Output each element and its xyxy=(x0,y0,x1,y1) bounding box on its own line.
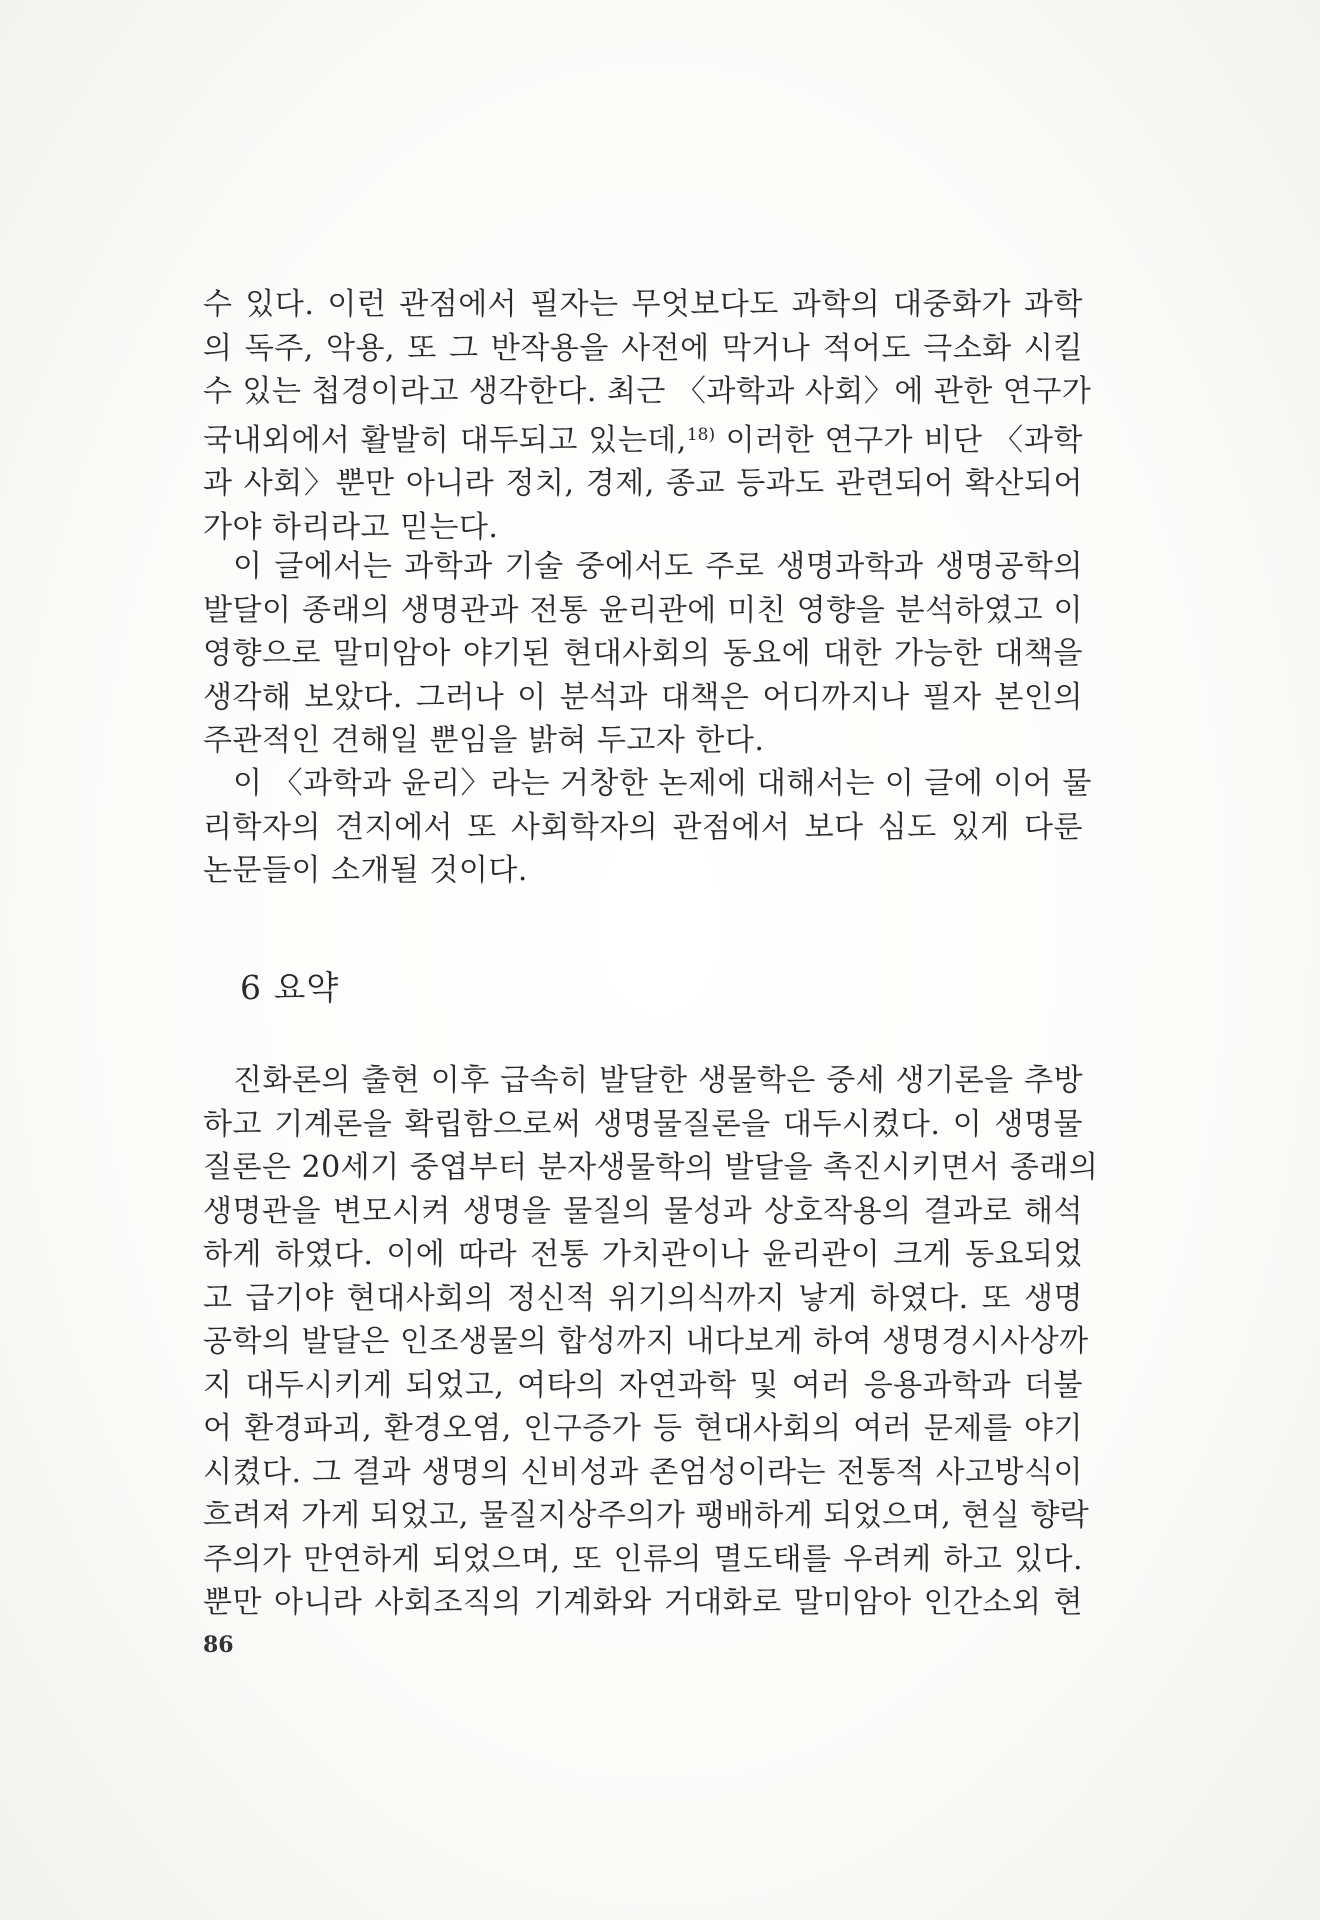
text-line: 공학의 발달은 인조생물의 합성까지 내다보게 하여 생명경시사상까 xyxy=(203,1324,1089,1359)
text-line: 영향으로 말미암아 야기된 현대사회의 동요에 대한 가능한 대책을 xyxy=(203,636,1083,671)
text-line: 고 급기야 현대사회의 정신적 위기의식까지 낳게 하였다. 또 생명 xyxy=(203,1280,1083,1316)
text-line-with-footnote xyxy=(203,414,1083,463)
text-line: 주관적인 견해일 뿐임을 밝혀 두고자 한다. xyxy=(203,723,765,758)
text-line: 이 글에서는 과학과 기술 중에서도 주로 생명과학과 생명공학의 xyxy=(233,549,1083,584)
text-line: 생각해 보았다. 그러나 이 분석과 대책은 어디까지나 필자 본인의 xyxy=(203,679,1083,715)
text-line: 발달이 종래의 생명관과 전통 윤리관에 미친 영향을 분석하였고 이 xyxy=(203,592,1083,628)
text-line: 어 환경파괴, 환경오염, 인구증가 등 현대사회의 여러 문제를 야기 xyxy=(203,1411,1083,1446)
text-fragment: 이러한 연구가 비단 〈과학 xyxy=(725,422,1083,458)
text-line: 하고 기계론을 확립함으로써 생명물질론을 대두시켰다. 이 생명물 xyxy=(203,1106,1083,1142)
text-line: 흐려져 가게 되었고, 물질지상주의가 팽배하게 되었으며, 현실 향락 xyxy=(203,1498,1090,1533)
footnote-marker: 18) xyxy=(686,424,716,445)
text-line: 의 독주, 악용, 또 그 반작용을 사전에 막거나 적어도 극소화 시킬 xyxy=(203,330,1083,366)
text-line: 시켰다. 그 결과 생명의 신비성과 존엄성이라는 전통적 사고방식이 xyxy=(203,1454,1083,1490)
text-line: 진화론의 출현 이후 급속히 발달한 생물학은 중세 생기론을 추방 xyxy=(233,1063,1083,1098)
paragraph-summary xyxy=(203,1059,1099,1625)
text-line: 생명관을 변모시켜 생명을 물질의 물성과 상호작용의 결과로 해석 xyxy=(203,1193,1083,1229)
text-line: 이 〈과학과 윤리〉라는 거창한 논제에 대해서는 이 글에 이어 물 xyxy=(233,766,1092,801)
text-fragment: 국내외에서 활발히 대두되고 있는데, xyxy=(203,422,687,458)
text-line: 뿐만 아니라 사회조직의 기계화와 거대화로 말미암아 인간소외 현 xyxy=(203,1585,1083,1620)
text-line: 과 사회〉뿐만 아니라 정치, 경제, 종교 등과도 관련되어 확산되어 xyxy=(203,466,1083,501)
text-line: 논문들이 소개될 것이다. xyxy=(203,853,528,888)
text-line: 하게 하였다. 이에 따라 전통 가치관이나 윤리관이 크게 동요되었 xyxy=(203,1237,1083,1272)
text-line: 지 대두시키게 되었고, 여타의 자연과학 및 여러 응용과학과 더불 xyxy=(203,1367,1083,1403)
text-line: 주의가 만연하게 되었으며, 또 인류의 멸도태를 우려케 하고 있다. xyxy=(203,1541,1083,1577)
section-heading: 6 요약 xyxy=(240,968,340,1007)
text-line: 수 있다. 이런 관점에서 필자는 무엇보다도 과학의 대중화가 과학 xyxy=(203,287,1083,322)
paragraph-outlook xyxy=(203,762,1092,893)
text-line: 수 있는 첩경이라고 생각한다. 최근 〈과학과 사회〉에 관한 연구가 xyxy=(203,374,1092,409)
paragraph-continuation xyxy=(203,283,1092,549)
paragraph-scope xyxy=(203,545,1083,763)
text-line: 리학자의 견지에서 또 사회학자의 관점에서 보다 심도 있게 다룬 xyxy=(203,809,1083,845)
page-number: 86 xyxy=(203,1632,234,1658)
text-line: 가야 하리라고 믿는다. xyxy=(203,509,499,545)
text-line: 질론은 20세기 중엽부터 분자생물학의 발달을 촉진시키면서 종래의 xyxy=(203,1150,1099,1185)
